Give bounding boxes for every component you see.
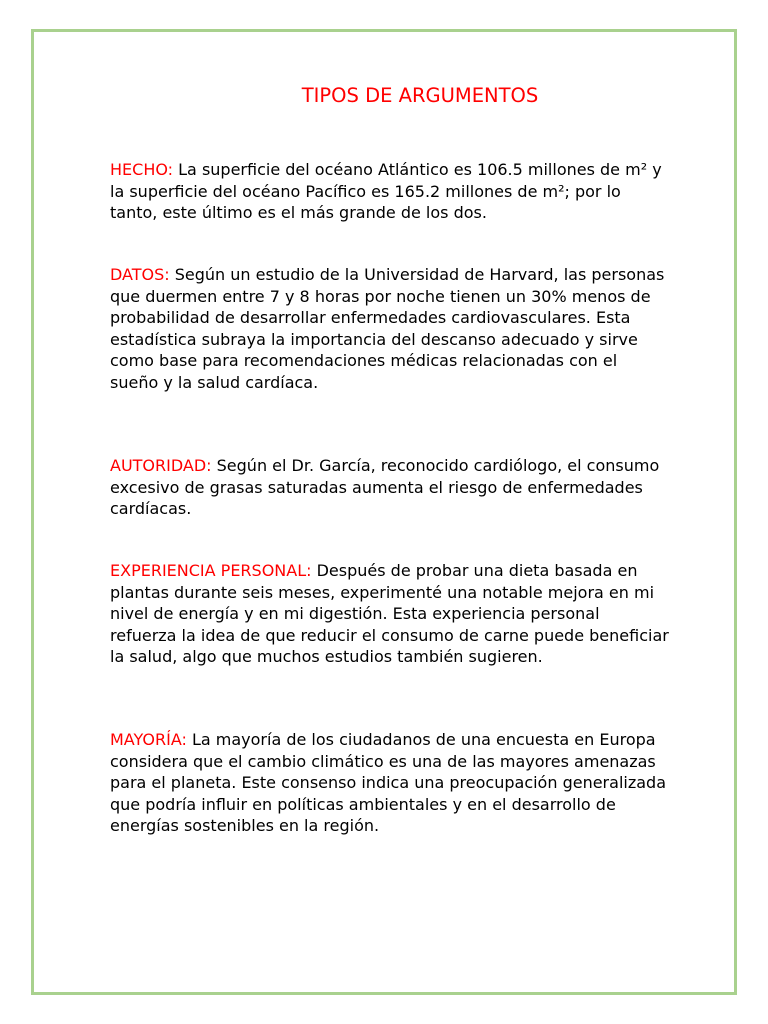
argument-label: MAYORÍA: bbox=[110, 730, 187, 749]
argument-text: La mayoría de los ciudadanos de una encuesta en Europa considera que el cambio climático es una de las mayores amenazas para el planeta. Este consenso indica una preocupación generalizada que podría influir en políticas ambientales y en el desarrollo de energías sostenibles en la región. bbox=[110, 730, 666, 835]
argument-hecho bbox=[110, 159, 670, 224]
argument-label: EXPERIENCIA PERSONAL: bbox=[110, 561, 312, 580]
argument-label: DATOS: bbox=[110, 265, 170, 284]
argument-datos bbox=[110, 264, 670, 393]
argument-text: Según el Dr. García, reconocido cardiólogo, el consumo excesivo de grasas saturadas aumenta el riesgo de enfermedades cardíacas. bbox=[110, 456, 660, 518]
document-title: TIPOS DE ARGUMENTOS bbox=[301, 84, 539, 107]
argument-text: Después de probar una dieta basada en plantas durante seis meses, experimenté una notable mejora en mi nivel de energía y en mi digestión. Esta experiencia personal refuerza la idea de que reducir el consumo de carne puede beneficiar la salud, algo que muchos estudios también sugieren. bbox=[110, 561, 669, 666]
argument-mayoria bbox=[110, 729, 670, 837]
argument-text: Según un estudio de la Universidad de Harvard, las personas que duermen entre 7 y 8 horas por noche tienen un 30% menos de probabilidad de desarrollar enfermedades cardiovasculares. Esta estadística subraya la importancia del descanso adecuado y sirve como base para recomendaciones médicas relacionadas con el sueño y la salud cardíaca. bbox=[110, 265, 665, 392]
argument-autoridad bbox=[110, 455, 670, 520]
argument-label: AUTORIDAD: bbox=[110, 456, 212, 475]
argument-text: La superficie del océano Atlántico es 106.5 millones de m² y la superficie del océano Pacífico es 165.2 millones de m²; por lo tanto, este último es el más grande de los dos. bbox=[110, 160, 662, 222]
argument-label: HECHO: bbox=[110, 160, 174, 179]
argument-experiencia-personal bbox=[110, 560, 670, 668]
